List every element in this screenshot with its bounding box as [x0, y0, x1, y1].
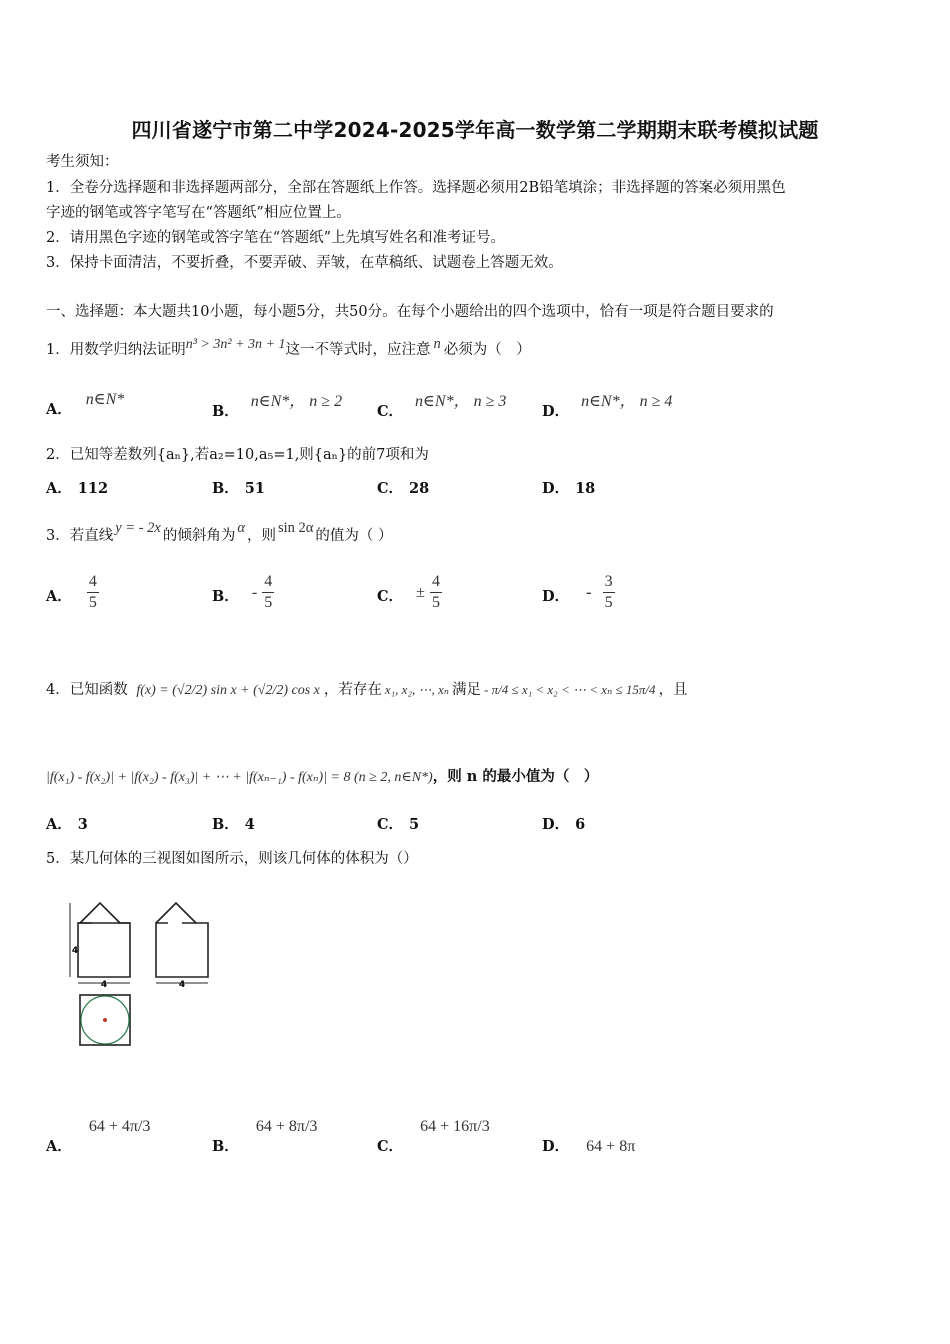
question-number: 1．	[46, 342, 70, 358]
q4-option-b[interactable]: B． 4	[212, 816, 255, 833]
option-a[interactable]: A．n∈N*	[46, 391, 125, 418]
section-heading: 一、选择题：本大题共10小题，每小题5分，共50分。在每个小题给出的四个选项中，恰有一项是符合题目要求的	[46, 304, 774, 320]
front-view	[70, 903, 130, 977]
notice-item-3: 3．保持卡面清洁，不要折叠，不要弄破、弄皱，在草稿纸、试题卷上答题无效。	[46, 255, 563, 271]
q5-option-d[interactable]: D． 64 + 8π	[542, 1138, 636, 1155]
q3-option-c[interactable]: C． ± $\frac{4}{5}$	[377, 573, 441, 611]
sum-expr: |f(x₁) - f(x₂)| + |f(x₂) - f(x₃)| + ⋯ + |f(xₙ₋₁) - f(xₙ)| = 8 (n ≥ 2, n∈N*)	[46, 770, 433, 785]
notice-item-1-cont: 字迹的钢笔或答字笔写在“答题纸”相应位置上。	[46, 205, 351, 221]
q2-option-c[interactable]: C． 28	[377, 480, 430, 497]
q3-option-b[interactable]: B． - $\frac{4}{5}$	[212, 573, 273, 611]
condition-expr: - π/4 ≤ x₁ < x₂ < ⋯ < xₙ ≤ 15π/4	[484, 682, 656, 697]
q2-option-a[interactable]: A． 112	[46, 480, 109, 497]
q2-option-d[interactable]: D． 18	[542, 480, 596, 497]
line-equation: y = - 2x	[115, 520, 161, 536]
question-1-options	[46, 388, 906, 418]
option-d[interactable]: D．n∈N*， n ≥ 4	[542, 393, 673, 420]
q5-option-a[interactable]: A． 64 + 4π/3	[46, 1118, 151, 1155]
function-expr: f(x) = (√2/2) sin x + (√2/2) cos x	[136, 683, 320, 698]
center-dot	[103, 1018, 107, 1022]
q4-option-d[interactable]: D． 6	[542, 816, 586, 833]
notice-heading: 考生须知：	[46, 154, 119, 170]
three-view-figure	[60, 895, 220, 1055]
notice-item-2: 2．请用黑色字迹的钢笔或答字笔在“答题纸”上先填写姓名和准考证号。	[46, 230, 506, 246]
front-width-label: 4	[100, 980, 108, 990]
q5-option-b[interactable]: B． 64 + 8π/3	[212, 1118, 318, 1155]
question-4-stem: 4．已知函数 f(x) = (√2/2) sin x + (√2/2) cos x ，若存在 x₁, x₂, ⋯, xₙ 满足 - π/4 ≤ x₁ < x₂ < ⋯ < xₙ ≤ 15π/4 ，且	[46, 682, 688, 698]
q3-option-a[interactable]: A． $\frac{4}{5}$	[46, 573, 97, 611]
option-c[interactable]: C．n∈N*， n ≥ 3	[377, 393, 507, 420]
side-width-label: 4	[178, 980, 186, 990]
q2-option-b[interactable]: B． 51	[212, 480, 265, 497]
q3-option-d[interactable]: D． - $\frac{3}{5}$	[542, 573, 613, 611]
q4-option-c[interactable]: C． 5	[377, 816, 420, 833]
question-4-condition: |f(x₁) - f(x₂)| + |f(x₂) - f(x₃)| + ⋯ + |f(xₙ₋₁) - f(xₙ)| = 8 (n ≥ 2, n∈N*)，则 n 的最小值为（ ）	[46, 768, 599, 785]
page-title: 四川省遂宁市第二中学2024-2025学年高一数学第二学期期末联考模拟试题	[131, 118, 819, 142]
question-3-stem: 3．若直线 y = - 2x 的倾斜角为 α ，则 sin 2α 的值为（ ）	[46, 520, 393, 544]
notice-item-1: 1．全卷分选择题和非选择题两部分，全部在答题纸上作答。选择题必须用2B铅笔填涂；非选择题的答案必须用黑色	[46, 180, 786, 196]
q5-option-c[interactable]: C． 64 + 16π/3	[377, 1118, 490, 1155]
question-1-stem: 1．用数学归纳法证明n³ > 3n² + 3n + 1这一不等式时，应注意 n 必须为（ ）	[46, 336, 531, 358]
question-2-stem: 2．已知等差数列{aₙ},若a₂=10,a₅=1,则{aₙ}的前7项和为	[46, 447, 429, 463]
side-view	[156, 903, 208, 983]
option-b[interactable]: B．n∈N*， n ≥ 2	[212, 393, 343, 420]
height-label: 4	[71, 946, 79, 956]
q4-option-a[interactable]: A． 3	[46, 816, 88, 833]
question-5-stem: 5．某几何体的三视图如图所示，则该几何体的体积为（）	[46, 851, 418, 867]
inequality-expr: n³ > 3n² + 3n + 1	[185, 337, 286, 352]
